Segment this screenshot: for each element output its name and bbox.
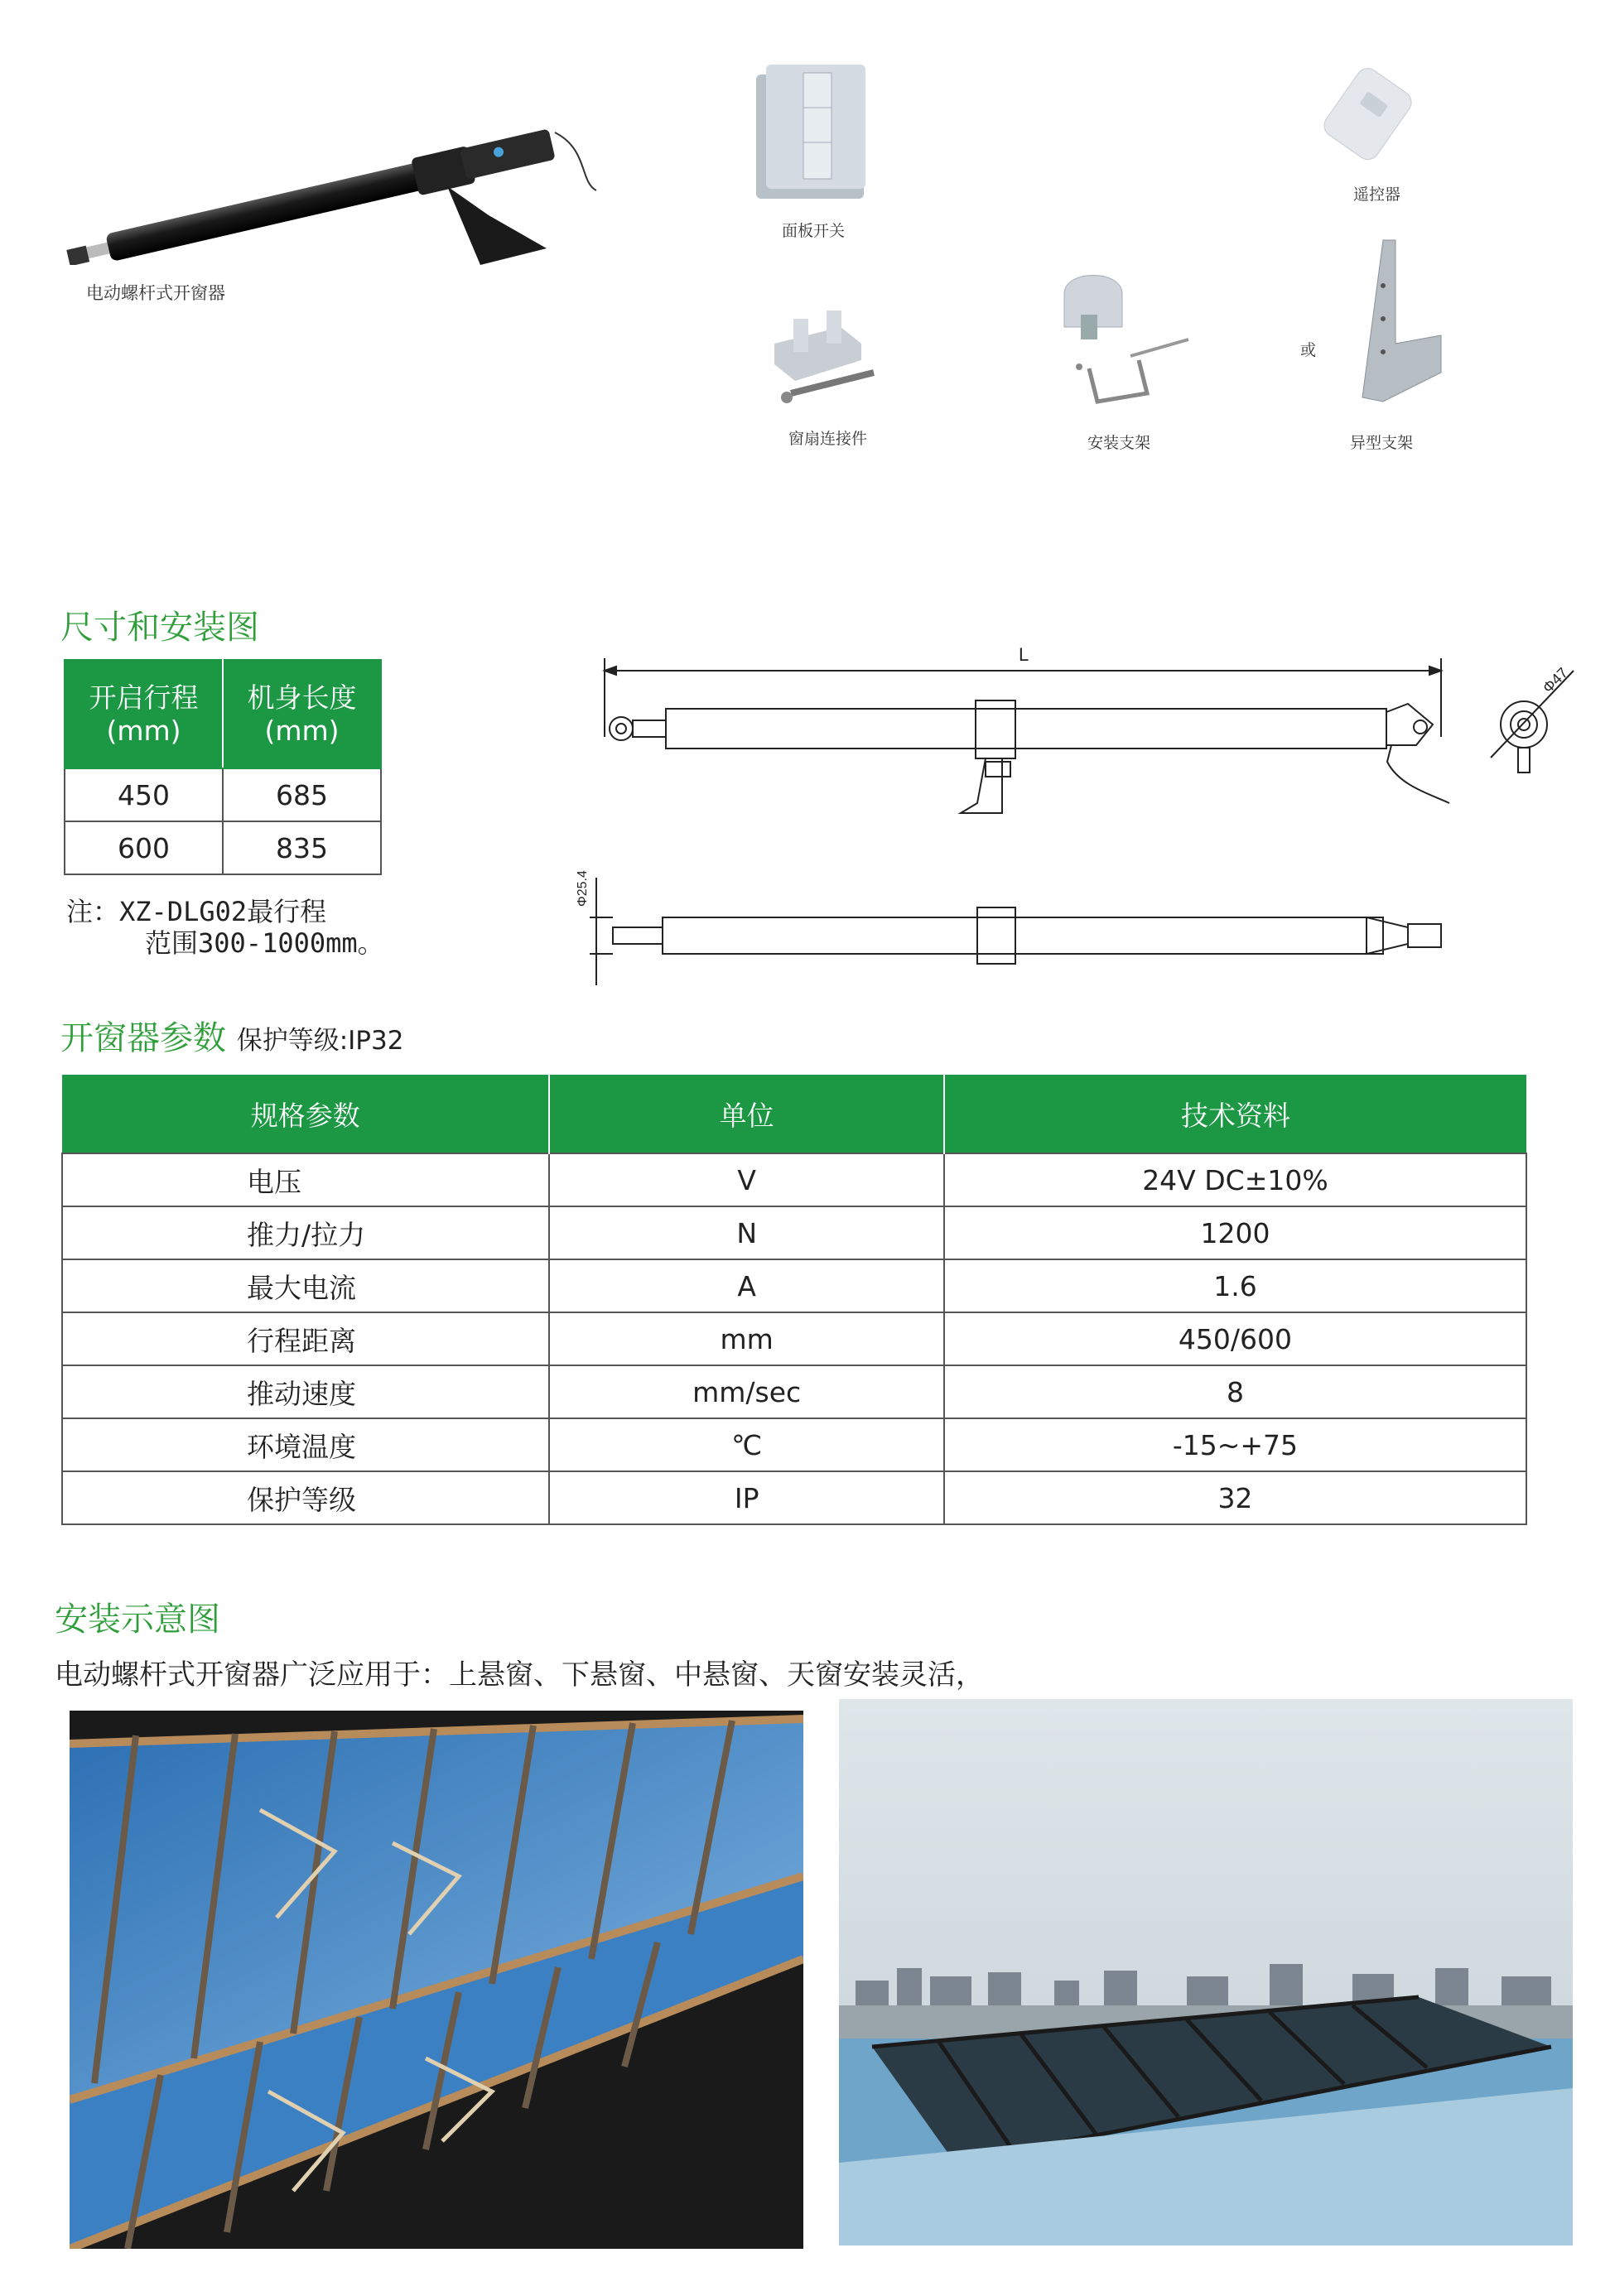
dim-L-label: L <box>1019 644 1029 665</box>
params-subtitle: 保护等级:IP32 <box>236 1026 404 1056</box>
mount-bracket-image <box>1056 269 1205 418</box>
panel-switch-image <box>750 58 874 215</box>
table-cell: mm/sec <box>549 1365 943 1418</box>
table-cell: 保护等级 <box>62 1471 549 1524</box>
table-cell: 最大电流 <box>62 1259 549 1312</box>
table-cell: V <box>549 1153 943 1206</box>
table-cell: 电压 <box>62 1153 549 1206</box>
dimension-table <box>64 659 382 875</box>
table-row <box>62 1418 1526 1471</box>
panel-switch-caption: 面板开关 <box>782 222 846 240</box>
table-row <box>62 1206 1526 1259</box>
table-cell: N <box>549 1206 943 1259</box>
table-cell: A <box>549 1259 943 1312</box>
params-title <box>60 1012 403 1059</box>
table-row <box>65 821 381 874</box>
table-cell: 1200 <box>944 1206 1526 1259</box>
dim-header-stroke: 开启行程 (mm) <box>65 660 223 768</box>
table-cell: 行程距离 <box>62 1312 549 1365</box>
mount-bracket-caption: 安装支架 <box>1087 434 1151 452</box>
dim-diameter-47: Φ47 <box>1539 664 1572 696</box>
table-cell: 环境温度 <box>62 1418 549 1471</box>
special-bracket-image <box>1338 236 1445 410</box>
dimensions-title: 尺寸和安装图 <box>60 609 259 647</box>
table-cell: 1.6 <box>944 1259 1526 1312</box>
remote-caption: 遥控器 <box>1353 185 1401 204</box>
install-title: 安装示意图 <box>55 1600 220 1639</box>
sash-connector-caption: 窗扇连接件 <box>788 430 868 448</box>
table-cell: 835 <box>223 821 381 874</box>
table-cell: IP <box>549 1471 943 1524</box>
sash-connector-image <box>762 298 894 414</box>
table-cell: 推动速度 <box>62 1365 549 1418</box>
special-bracket-caption: 异型支架 <box>1350 434 1414 452</box>
table-cell: 推力/拉力 <box>62 1206 549 1259</box>
or-label: 或 <box>1300 341 1317 359</box>
table-cell: -15~+75 <box>944 1418 1526 1471</box>
table-row <box>62 1365 1526 1418</box>
stroke-note-line1: 注：XZ-DLG02最行程 <box>66 896 327 927</box>
dim-diameter-25: Φ25.4 <box>576 870 590 907</box>
table-cell: 450 <box>65 768 223 821</box>
dim-header-length: 机身长度 (mm) <box>223 660 381 768</box>
params-header-spec: 规格参数 <box>62 1075 549 1153</box>
table-cell: 685 <box>223 768 381 821</box>
params-header-unit: 单位 <box>549 1075 943 1153</box>
table-cell: ℃ <box>549 1418 943 1471</box>
params-header-data: 技术资料 <box>944 1075 1526 1153</box>
table-row <box>65 768 381 821</box>
table-row <box>62 1259 1526 1312</box>
install-photo-rooftop <box>839 1699 1573 2245</box>
table-cell: 450/600 <box>944 1312 1526 1365</box>
actuator-caption: 电动螺杆式开窗器 <box>86 283 225 303</box>
table-cell: 600 <box>65 821 223 874</box>
dimension-drawing <box>571 621 1598 1018</box>
table-cell: 24V DC±10% <box>944 1153 1526 1206</box>
install-photo-interior <box>70 1711 803 2249</box>
install-description: 电动螺杆式开窗器广泛应用于：上悬窗、下悬窗、中悬窗、天窗安装灵活， <box>55 1658 984 1692</box>
stroke-note-line2: 范围300-1000mm。 <box>145 927 384 959</box>
table-row <box>62 1153 1526 1206</box>
table-cell: 32 <box>944 1471 1526 1524</box>
actuator-product-image <box>50 99 613 265</box>
table-row <box>62 1471 1526 1524</box>
params-title-text: 开窗器参数 <box>60 1019 226 1057</box>
table-cell: mm <box>549 1312 943 1365</box>
table-cell: 8 <box>944 1365 1526 1418</box>
remote-image <box>1313 60 1429 167</box>
params-table <box>61 1075 1527 1525</box>
table-row <box>62 1312 1526 1365</box>
